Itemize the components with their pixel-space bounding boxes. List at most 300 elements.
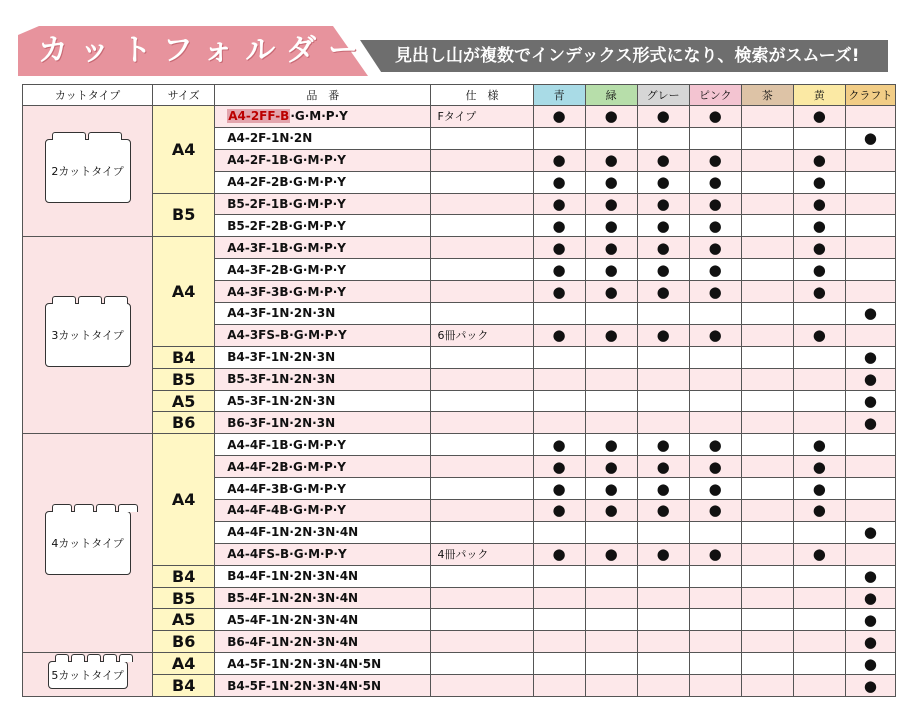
- availability-cell: [689, 149, 741, 171]
- product-code-text: B4-5F-1N·2N·3N·4N·5N: [227, 678, 382, 693]
- availability-cell: [533, 193, 585, 215]
- availability-cell: [845, 412, 895, 434]
- availability-cell: [793, 303, 845, 325]
- product-code: [215, 303, 431, 325]
- available-dot-icon: ●: [552, 326, 566, 345]
- availability-cell: [689, 281, 741, 303]
- availability-cell: [689, 478, 741, 500]
- spec-cell: 6冊パック: [431, 324, 533, 346]
- spec-cell: [431, 609, 533, 631]
- available-dot-icon: ●: [812, 216, 826, 235]
- availability-cell: [637, 653, 689, 675]
- availability-cell: [585, 565, 637, 587]
- table-row: [23, 609, 896, 631]
- col-header-color: ピンク: [689, 85, 741, 106]
- available-dot-icon: ●: [656, 545, 670, 564]
- availability-cell: [741, 412, 793, 434]
- availability-cell: [585, 106, 637, 128]
- available-dot-icon: ●: [604, 479, 618, 498]
- product-code-text: A4-5F-1N·2N·3N·4N·5N: [227, 656, 382, 671]
- product-code: [215, 193, 431, 215]
- product-code: [215, 521, 431, 543]
- available-dot-icon: ●: [708, 195, 722, 213]
- col-header-code: 品 番: [215, 85, 431, 106]
- availability-cell: [585, 456, 637, 478]
- available-dot-icon: ●: [812, 107, 826, 126]
- cut-type-label: 4カットタイプ: [51, 537, 124, 551]
- availability-cell: [637, 215, 689, 237]
- available-dot-icon: ●: [604, 326, 618, 345]
- available-dot-icon: ●: [656, 151, 670, 170]
- available-dot-icon: ●: [604, 282, 618, 301]
- availability-cell: [689, 653, 741, 675]
- product-code: [215, 500, 431, 522]
- availability-cell: [741, 324, 793, 346]
- availability-cell: [793, 259, 845, 281]
- product-code-text: A4-3F-1N·2N·3N: [227, 306, 336, 321]
- availability-cell: [637, 346, 689, 368]
- product-code-text: B5-2F-1B·G·M·P·Y: [227, 197, 346, 211]
- availability-cell: [741, 675, 793, 697]
- available-dot-icon: ●: [708, 282, 722, 301]
- available-dot-icon: ●: [604, 216, 618, 235]
- col-header-size: サイズ: [153, 85, 215, 106]
- availability-cell: [741, 171, 793, 193]
- spec-cell: [431, 237, 533, 259]
- availability-cell: [689, 171, 741, 193]
- product-code-text: A4-3F-3B·G·M·P·Y: [227, 284, 346, 299]
- spec-cell: [431, 149, 533, 171]
- availability-cell: [793, 500, 845, 522]
- size-cell: A4: [153, 434, 215, 565]
- available-dot-icon: ●: [812, 282, 826, 301]
- availability-cell: [585, 587, 637, 609]
- availability-cell: [533, 171, 585, 193]
- folder-illustration: [45, 303, 131, 367]
- availability-cell: [533, 303, 585, 325]
- available-dot-icon: ●: [604, 195, 618, 213]
- table-row: [23, 193, 896, 215]
- product-code-text: B6-4F-1N·2N·3N·4N: [227, 634, 359, 649]
- available-dot-icon: ●: [708, 260, 722, 279]
- available-dot-icon: ●: [708, 479, 722, 498]
- availability-cell: [585, 127, 637, 149]
- spec-cell: [431, 434, 533, 456]
- available-dot-icon: ●: [708, 173, 722, 192]
- availability-cell: [533, 500, 585, 522]
- availability-cell: [689, 675, 741, 697]
- availability-cell: [533, 565, 585, 587]
- availability-cell: [533, 390, 585, 412]
- size-cell: B5: [153, 368, 215, 390]
- spec-cell: [431, 500, 533, 522]
- available-dot-icon: ●: [812, 151, 826, 170]
- availability-cell: [533, 653, 585, 675]
- availability-cell: [637, 609, 689, 631]
- available-dot-icon: ●: [863, 523, 877, 542]
- spec-cell: [431, 193, 533, 215]
- availability-cell: [585, 478, 637, 500]
- col-header-spec: 仕 様: [431, 85, 533, 106]
- available-dot-icon: ●: [863, 676, 877, 695]
- product-code-text: B4-3F-1N·2N·3N: [227, 350, 336, 365]
- availability-cell: [793, 390, 845, 412]
- size-cell: B5: [153, 193, 215, 237]
- col-header-color: 茶: [741, 85, 793, 106]
- availability-cell: [637, 543, 689, 565]
- availability-cell: [689, 215, 741, 237]
- availability-cell: [793, 149, 845, 171]
- available-dot-icon: ●: [604, 435, 618, 454]
- availability-cell: [533, 587, 585, 609]
- product-code-text: B5-4F-1N·2N·3N·4N: [227, 591, 359, 606]
- available-dot-icon: ●: [656, 107, 670, 126]
- available-dot-icon: ●: [604, 501, 618, 520]
- available-dot-icon: ●: [604, 238, 618, 257]
- availability-cell: [845, 521, 895, 543]
- availability-cell: [845, 565, 895, 587]
- product-code-text: A4-3F-2B·G·M·P·Y: [227, 262, 346, 277]
- available-dot-icon: ●: [863, 392, 877, 411]
- availability-cell: [533, 478, 585, 500]
- folder-illustration: [45, 511, 131, 575]
- table-row: [23, 106, 896, 128]
- availability-cell: [689, 259, 741, 281]
- availability-cell: [793, 565, 845, 587]
- folder-illustration: [45, 139, 131, 203]
- available-dot-icon: ●: [552, 173, 566, 192]
- availability-cell: [741, 543, 793, 565]
- col-header-color: 緑: [585, 85, 637, 106]
- available-dot-icon: ●: [812, 238, 826, 257]
- availability-cell: [689, 106, 741, 128]
- folder-tabs-icon: [52, 132, 122, 140]
- availability-cell: [741, 368, 793, 390]
- available-dot-icon: ●: [812, 457, 826, 476]
- product-code-highlight: A4-2FF-B: [228, 109, 290, 124]
- availability-cell: [637, 281, 689, 303]
- availability-cell: [741, 653, 793, 675]
- available-dot-icon: ●: [812, 326, 826, 345]
- availability-cell: [533, 368, 585, 390]
- availability-cell: [585, 324, 637, 346]
- availability-cell: [637, 412, 689, 434]
- spec-cell: [431, 368, 533, 390]
- spec-cell: [431, 346, 533, 368]
- availability-cell: [689, 500, 741, 522]
- availability-cell: [689, 193, 741, 215]
- availability-cell: [741, 434, 793, 456]
- available-dot-icon: ●: [604, 107, 618, 126]
- cut-type-cell: [23, 653, 153, 697]
- availability-cell: [793, 609, 845, 631]
- availability-cell: [689, 412, 741, 434]
- product-code: [215, 434, 431, 456]
- available-dot-icon: ●: [863, 654, 877, 673]
- product-code-text: B5-2F-2B·G·M·P·Y: [227, 218, 346, 233]
- availability-cell: [845, 478, 895, 500]
- availability-cell: [533, 521, 585, 543]
- availability-cell: [533, 127, 585, 149]
- availability-cell: [637, 193, 689, 215]
- spec-cell: 4冊パック: [431, 543, 533, 565]
- availability-cell: [845, 259, 895, 281]
- available-dot-icon: ●: [812, 479, 826, 498]
- availability-cell: [741, 500, 793, 522]
- available-dot-icon: ●: [552, 457, 566, 476]
- size-cell: B6: [153, 631, 215, 653]
- folder-tabs-icon: [52, 296, 128, 304]
- availability-cell: [585, 543, 637, 565]
- product-code: [215, 565, 431, 587]
- availability-cell: [793, 346, 845, 368]
- available-dot-icon: ●: [552, 107, 566, 126]
- table-row: [23, 587, 896, 609]
- page-title: カットフォルダー: [38, 33, 371, 68]
- availability-cell: [845, 390, 895, 412]
- tagline: 見出し山が複数でインデックス形式になり、検索がスムーズ!: [395, 46, 860, 66]
- available-dot-icon: ●: [863, 370, 877, 389]
- available-dot-icon: ●: [863, 589, 877, 608]
- spec-cell: [431, 478, 533, 500]
- availability-cell: [741, 521, 793, 543]
- availability-cell: [845, 368, 895, 390]
- availability-cell: [845, 215, 895, 237]
- availability-cell: [533, 324, 585, 346]
- availability-cell: [637, 521, 689, 543]
- availability-cell: [533, 237, 585, 259]
- availability-cell: [845, 127, 895, 149]
- product-code-text: A4-2F-1N·2N: [227, 131, 313, 146]
- availability-cell: [585, 193, 637, 215]
- availability-cell: [845, 587, 895, 609]
- product-code: [215, 171, 431, 193]
- available-dot-icon: ●: [604, 151, 618, 170]
- availability-cell: [533, 675, 585, 697]
- availability-cell: [793, 127, 845, 149]
- product-table: [22, 84, 896, 697]
- table-row: [23, 675, 896, 697]
- available-dot-icon: ●: [552, 216, 566, 235]
- availability-cell: [845, 193, 895, 215]
- availability-cell: [845, 324, 895, 346]
- available-dot-icon: ●: [552, 195, 566, 213]
- product-code-text: A4-4F-4B·G·M·P·Y: [227, 503, 346, 518]
- availability-cell: [533, 259, 585, 281]
- product-code: [215, 478, 431, 500]
- availability-cell: [793, 675, 845, 697]
- product-code: [215, 390, 431, 412]
- available-dot-icon: ●: [812, 173, 826, 192]
- size-cell: B4: [153, 675, 215, 697]
- product-code: [215, 631, 431, 653]
- product-code-text: A4-4F-1N·2N·3N·4N: [227, 525, 359, 540]
- folder-illustration: [48, 661, 128, 689]
- table-header: [23, 85, 896, 106]
- size-cell: B6: [153, 412, 215, 434]
- size-cell: B4: [153, 346, 215, 368]
- availability-cell: [637, 631, 689, 653]
- available-dot-icon: ●: [863, 413, 877, 432]
- availability-cell: [845, 609, 895, 631]
- available-dot-icon: ●: [863, 567, 877, 586]
- product-code-text: A4-4F-2B·G·M·P·Y: [227, 459, 346, 474]
- availability-cell: [741, 565, 793, 587]
- product-code: [215, 587, 431, 609]
- availability-cell: [637, 237, 689, 259]
- availability-cell: [845, 631, 895, 653]
- availability-cell: [585, 237, 637, 259]
- availability-cell: [637, 303, 689, 325]
- availability-cell: [741, 149, 793, 171]
- availability-cell: [689, 324, 741, 346]
- available-dot-icon: ●: [863, 632, 877, 651]
- availability-cell: [845, 675, 895, 697]
- availability-cell: [793, 631, 845, 653]
- availability-cell: [845, 281, 895, 303]
- available-dot-icon: ●: [552, 479, 566, 498]
- availability-cell: [845, 149, 895, 171]
- product-code: [215, 281, 431, 303]
- product-code: [215, 127, 431, 149]
- availability-cell: [793, 653, 845, 675]
- spec-cell: [431, 587, 533, 609]
- size-cell: B5: [153, 587, 215, 609]
- folder-tabs-icon: [55, 654, 133, 662]
- product-code-text: B5-3F-1N·2N·3N: [227, 372, 336, 387]
- available-dot-icon: ●: [552, 260, 566, 279]
- availability-cell: [585, 675, 637, 697]
- product-code-text: B6-3F-1N·2N·3N: [227, 415, 336, 430]
- spec-cell: [431, 215, 533, 237]
- availability-cell: [845, 434, 895, 456]
- availability-cell: [637, 127, 689, 149]
- availability-cell: [533, 412, 585, 434]
- available-dot-icon: ●: [656, 501, 670, 520]
- availability-cell: [741, 587, 793, 609]
- availability-cell: [793, 434, 845, 456]
- table-row: [23, 653, 896, 675]
- available-dot-icon: ●: [656, 282, 670, 301]
- availability-cell: [585, 281, 637, 303]
- availability-cell: [741, 303, 793, 325]
- availability-cell: [689, 565, 741, 587]
- available-dot-icon: ●: [604, 173, 618, 192]
- available-dot-icon: ●: [552, 238, 566, 257]
- availability-cell: [793, 456, 845, 478]
- availability-cell: [689, 390, 741, 412]
- availability-cell: [585, 631, 637, 653]
- available-dot-icon: ●: [708, 326, 722, 345]
- availability-cell: [585, 215, 637, 237]
- available-dot-icon: ●: [656, 216, 670, 235]
- availability-cell: [793, 587, 845, 609]
- availability-cell: [845, 171, 895, 193]
- available-dot-icon: ●: [863, 304, 877, 323]
- product-code: [215, 368, 431, 390]
- cut-type-label: 3カットタイプ: [51, 329, 124, 343]
- availability-cell: [533, 543, 585, 565]
- size-cell: A4: [153, 237, 215, 346]
- table-row: [23, 390, 896, 412]
- product-code: [215, 324, 431, 346]
- availability-cell: [585, 346, 637, 368]
- col-header-color: 青: [533, 85, 585, 106]
- availability-cell: [533, 631, 585, 653]
- product-code-text: A4-4F-3B·G·M·P·Y: [227, 481, 346, 496]
- availability-cell: [845, 456, 895, 478]
- availability-cell: [845, 653, 895, 675]
- availability-cell: [637, 500, 689, 522]
- size-cell: A5: [153, 390, 215, 412]
- spec-cell: [431, 412, 533, 434]
- spec-cell: [431, 259, 533, 281]
- availability-cell: [585, 521, 637, 543]
- availability-cell: [585, 171, 637, 193]
- availability-cell: [793, 106, 845, 128]
- availability-cell: [741, 237, 793, 259]
- product-code: [215, 543, 431, 565]
- availability-cell: [793, 543, 845, 565]
- availability-cell: [793, 281, 845, 303]
- availability-cell: [637, 259, 689, 281]
- availability-cell: [585, 390, 637, 412]
- cut-type-label: 2カットタイプ: [51, 165, 124, 179]
- availability-cell: [741, 259, 793, 281]
- availability-cell: [793, 412, 845, 434]
- table-row: [23, 346, 896, 368]
- availability-cell: [689, 127, 741, 149]
- available-dot-icon: ●: [604, 545, 618, 564]
- availability-cell: [585, 412, 637, 434]
- available-dot-icon: ●: [708, 501, 722, 520]
- table-row: [23, 565, 896, 587]
- available-dot-icon: ●: [812, 501, 826, 520]
- availability-cell: [845, 500, 895, 522]
- table-row: [23, 631, 896, 653]
- availability-cell: [533, 281, 585, 303]
- spec-cell: [431, 171, 533, 193]
- available-dot-icon: ●: [708, 457, 722, 476]
- availability-cell: [689, 368, 741, 390]
- availability-cell: [845, 543, 895, 565]
- availability-cell: [533, 215, 585, 237]
- spec-cell: Fタイプ: [431, 106, 533, 128]
- product-code: [215, 609, 431, 631]
- available-dot-icon: ●: [812, 260, 826, 279]
- header: [0, 0, 899, 84]
- availability-cell: [793, 368, 845, 390]
- availability-cell: [637, 106, 689, 128]
- availability-cell: [741, 346, 793, 368]
- spec-cell: [431, 127, 533, 149]
- availability-cell: [585, 259, 637, 281]
- availability-cell: [637, 456, 689, 478]
- availability-cell: [637, 587, 689, 609]
- cut-type-label: 5カットタイプ: [51, 668, 124, 682]
- table-row: [23, 412, 896, 434]
- product-code-text: A4-2F-2B·G·M·P·Y: [227, 175, 346, 190]
- availability-cell: [793, 478, 845, 500]
- available-dot-icon: ●: [708, 216, 722, 235]
- product-code: [215, 259, 431, 281]
- available-dot-icon: ●: [552, 501, 566, 520]
- available-dot-icon: ●: [708, 151, 722, 170]
- product-code: [215, 675, 431, 697]
- col-header-type: カットタイプ: [23, 85, 153, 106]
- availability-cell: [741, 609, 793, 631]
- product-code: [215, 106, 431, 128]
